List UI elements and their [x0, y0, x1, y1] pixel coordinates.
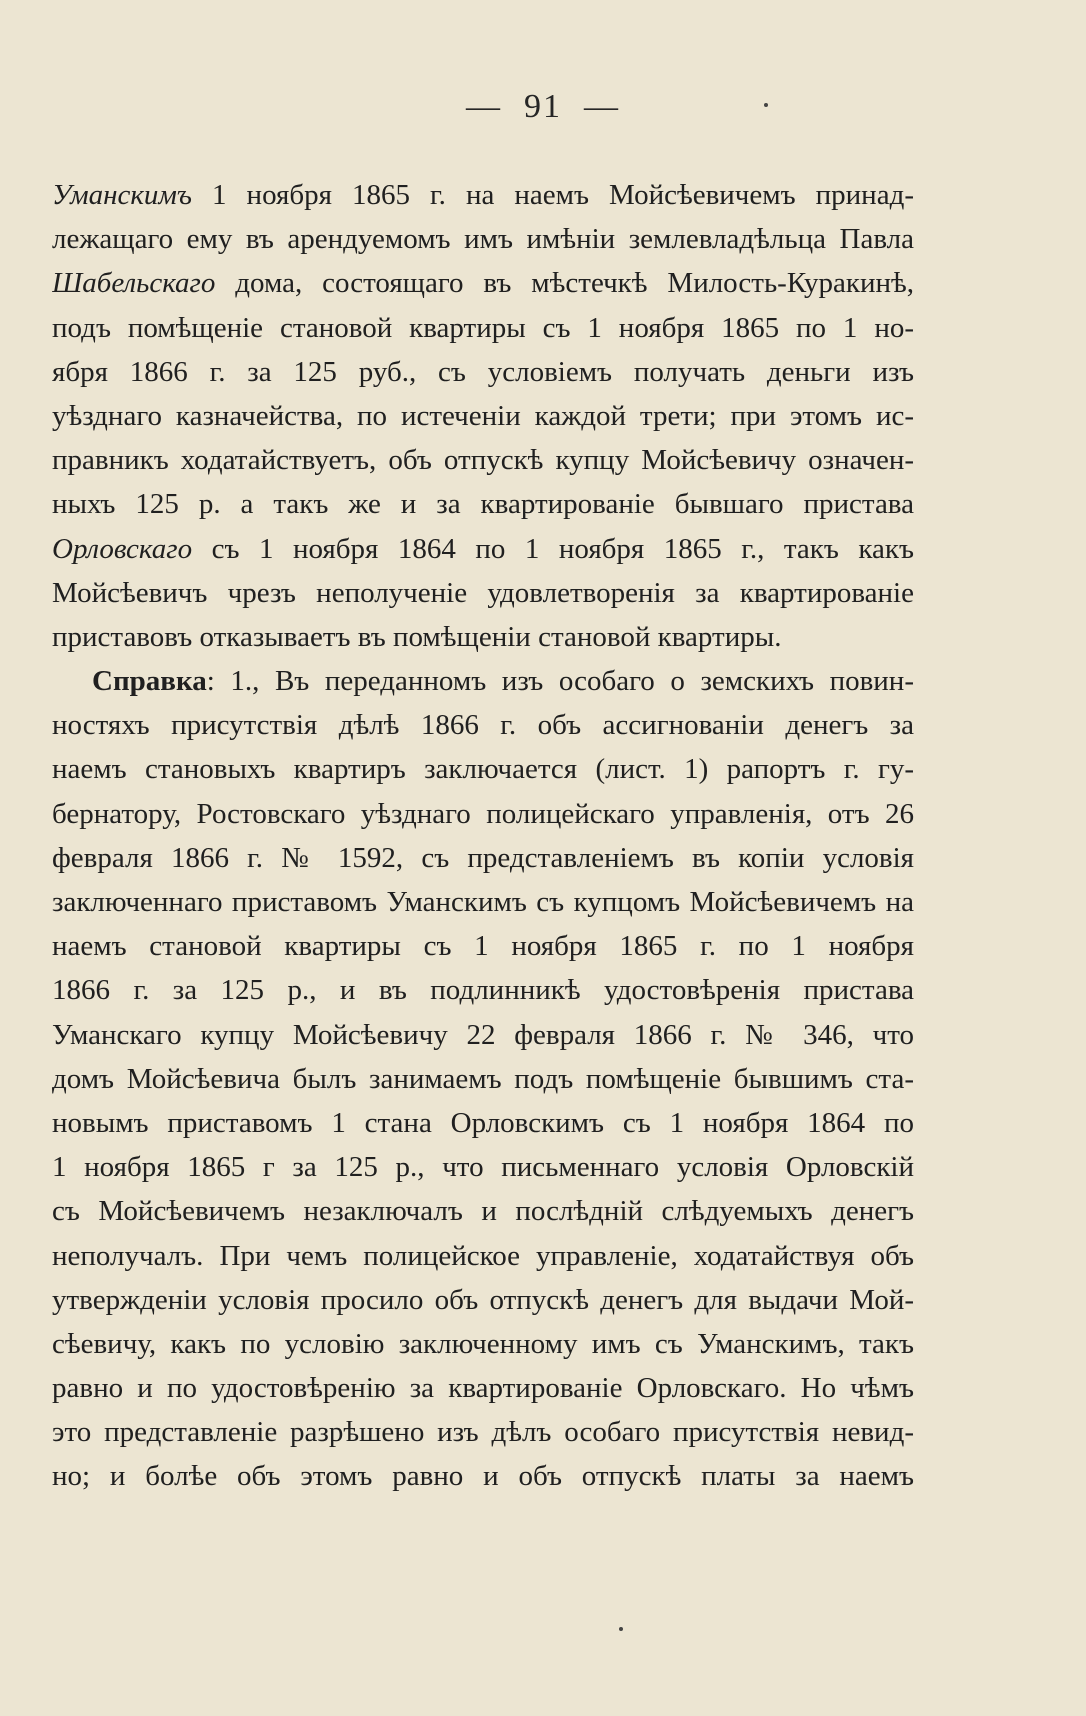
text-line: [52, 1410, 914, 1454]
line-text: 1 ноября 1865 г за 125 р., что письменнаго условія Орловскій: [52, 1151, 914, 1184]
line-text: неполучалъ. При чемъ полицейское управленіе, ходатайствуя объ: [52, 1239, 914, 1272]
text-line: [52, 968, 914, 1012]
line-text: заключеннаго приставомъ Уманскимъ съ купцомъ Мойсѣевичемъ на: [52, 886, 914, 918]
text-line: [52, 1366, 914, 1410]
text-line: [52, 261, 914, 305]
body-text: [52, 173, 914, 1499]
line-text: правникъ ходатайствуетъ, объ отпускѣ купцу Мойсѣевичу означен-: [52, 444, 914, 477]
line-text: 1866 г. за 125 р., и въ подлинникѣ удостовѣренія пристава: [52, 974, 914, 1007]
text-line: [52, 1278, 914, 1322]
page-number: 91: [524, 88, 562, 125]
text-line: [52, 1057, 914, 1101]
speck: [619, 1627, 623, 1631]
italic-name: Уманскимъ: [52, 179, 192, 211]
line-text: сѣевичу, какъ по условію заключенному имъ съ Уманскимъ, такъ: [52, 1327, 914, 1360]
line-text: Мойсѣевичъ чрезъ неполученіе удовлетворенія за квартированіе: [52, 576, 914, 609]
line-text: февраля 1866 г. № 1592, съ представленіемъ въ копіи условія: [52, 841, 914, 874]
text-line: [52, 571, 914, 615]
line-text: : 1., Въ переданномъ изъ особаго о земскихъ повин-: [206, 665, 914, 698]
line-text: съ 1 ноября 1864 по 1 ноября 1865 г., такъ какъ: [192, 532, 914, 565]
line-text: уѣзднаго казначейства, по истеченіи каждой трети; при этомъ ис-: [52, 399, 914, 432]
page-number-dash-left: —: [466, 88, 502, 125]
text-line: [52, 1322, 914, 1366]
line-text: бернатору, Ростовскаго уѣзднаго полицейскаго управленія, отъ 26: [52, 797, 914, 830]
line-text: подъ помѣщеніе становой квартиры съ 1 ноября 1865 по 1 но-: [52, 311, 914, 344]
text-line: [52, 615, 914, 659]
text-line: [52, 1234, 914, 1278]
line-text: наемъ становыхъ квартиръ заключается (лист. 1) рапортъ г. гу-: [52, 753, 914, 786]
text-line: [52, 482, 914, 526]
text-line: [52, 1101, 914, 1145]
text-line: [52, 1454, 914, 1498]
line-text: ностяхъ присутствія дѣлѣ 1866 г. объ ассигнованіи денегъ за: [52, 709, 914, 742]
text-line: [52, 1013, 914, 1057]
line-text: ныхъ 125 р. а такъ же и за квартированіе бывшаго пристава: [52, 488, 914, 521]
line-text: Уманскаго купцу Мойсѣевичу 22 февраля 1866 г. № 346, что: [52, 1018, 914, 1051]
text-line: [52, 792, 914, 836]
text-line: [52, 306, 914, 350]
line-text: утвержденіи условія просило объ отпускѣ денегъ для выдачи Мой-: [52, 1283, 914, 1316]
line-text: равно и по удостовѣренію за квартированіе Орловскаго. Но чѣмъ: [52, 1372, 914, 1405]
line-text: но; и болѣе объ этомъ равно и объ отпускѣ платы за наемъ: [52, 1460, 914, 1493]
page-number-dash-right: —: [584, 88, 620, 125]
line-text: наемъ становой квартиры съ 1 ноября 1865 г. по 1 ноября: [52, 930, 914, 963]
text-line: [52, 880, 914, 924]
text-line: [52, 1189, 914, 1233]
text-line: [52, 350, 914, 394]
line-text: приставовъ отказываетъ въ помѣщеніи становой квартиры.: [52, 620, 782, 653]
line-text: 1 ноября 1865 г. на наемъ Мойсѣевичемъ принад-: [191, 179, 914, 211]
section-heading: Справка: [92, 665, 207, 698]
text-line: [52, 747, 914, 791]
text-line: [52, 394, 914, 438]
text-line: [52, 1145, 914, 1189]
text-line: [52, 173, 914, 217]
italic-name: Орловскаго: [52, 532, 193, 565]
line-text: дома, состоящаго въ мѣстечкѣ Милость-Куракинѣ,: [215, 267, 914, 300]
text-line: [52, 659, 914, 703]
text-line: [52, 703, 914, 747]
line-text: новымъ приставомъ 1 стана Орловскимъ съ 1 ноября 1864 по: [52, 1106, 914, 1139]
page-number-header: [0, 88, 1086, 126]
line-text: это представленіе разрѣшено изъ дѣлъ особаго присутствія невид-: [52, 1416, 914, 1449]
text-line: [52, 836, 914, 880]
text-line: [52, 438, 914, 482]
line-text: съ Мойсѣевичемъ незаключалъ и послѣдній слѣдуемыхъ денегъ: [52, 1195, 914, 1228]
line-text: ября 1866 г. за 125 руб., съ условіемъ получать деньги изъ: [52, 355, 914, 388]
line-text: домъ Мойсѣевича былъ занимаемъ подъ помѣщеніе бывшимъ ста-: [52, 1062, 914, 1095]
text-line: [52, 217, 914, 261]
italic-name: Шабельскаго: [52, 267, 216, 300]
text-line: [52, 527, 914, 571]
text-line: [52, 924, 914, 968]
speck: [764, 103, 768, 107]
line-text: лежащаго ему въ арендуемомъ имъ имѣніи землевладѣльца Павла: [52, 223, 914, 256]
